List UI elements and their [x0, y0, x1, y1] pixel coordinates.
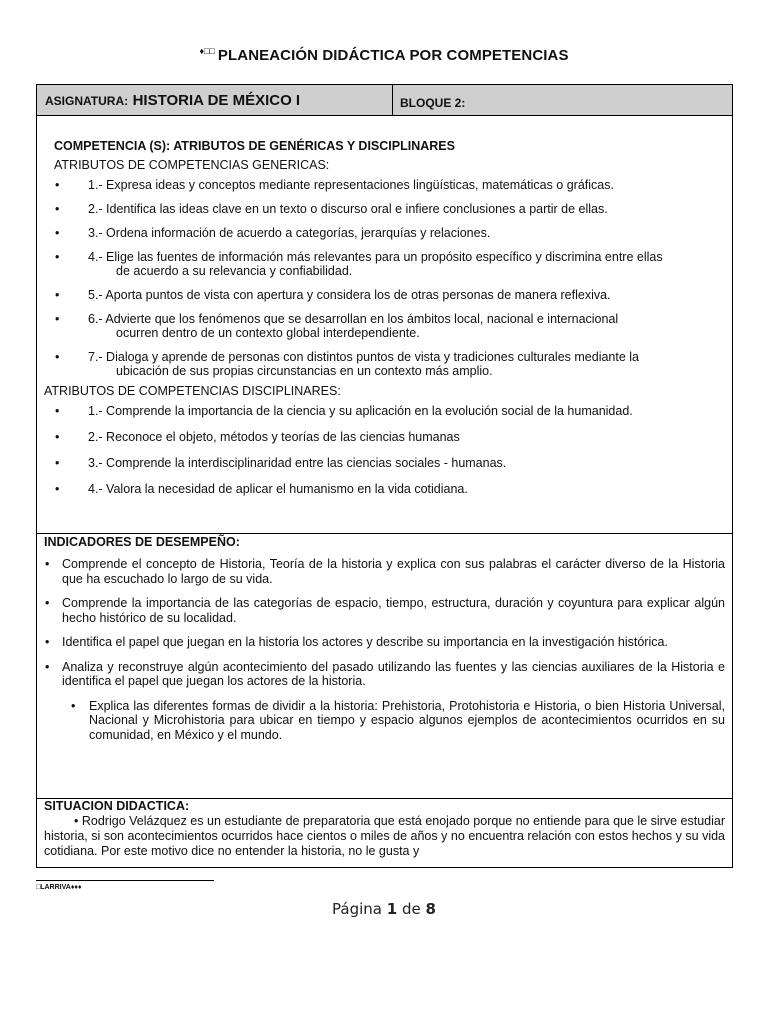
- list-item: • 2.- Reconoce el objeto, métodos y teorías de las ciencias humanas: [37, 430, 732, 444]
- list-item: [37, 250, 732, 278]
- page-of: de: [401, 900, 421, 918]
- page-total: 8: [425, 900, 436, 918]
- asignatura-label: ASIGNATURA:: [45, 94, 129, 108]
- bloque-cell: [393, 85, 732, 115]
- list-item: [37, 312, 732, 340]
- footnote-divider: [36, 880, 214, 881]
- item-text: 7.- Dialoga y aprende de personas con distintos puntos de vista y tradiciones culturales mediante la: [88, 350, 640, 364]
- genericas-heading: ATRIBUTOS DE COMPETENCIAS GENERICAS:: [54, 158, 330, 172]
- item-text: 5.- Aporta puntos de vista con apertura y considera los de otras personas de manera reflexiva.: [88, 288, 611, 302]
- planning-table: [36, 84, 733, 868]
- situacion-text: • Rodrigo Velázquez es un estudiante de preparatoria que está enojado porque no entiende para que le sirve estudiar historia, si son acontecimientos ocurridos hace cientos o miles de años y no encuentra relación con estos hechos y su vida cotidiana. Por este motivo dice no entender la historia, no le gusta y: [44, 814, 725, 858]
- item-text: 2.- Identifica las ideas clave en un texto o discurso oral e infiere conclusiones a partir de ellas.: [88, 202, 608, 216]
- item-text: 4.- Elige las fuentes de información más relevantes para un propósito específico y discrimina entre ellas: [88, 250, 663, 264]
- list-item: • 4.- Valora la necesidad de aplicar el humanismo en la vida cotidiana.: [37, 482, 732, 496]
- indicadores-heading: INDICADORES DE DESEMPEÑO:: [44, 535, 240, 549]
- item-continuation: ocurren dentro de un contexto global interdependiente.: [116, 326, 420, 340]
- item-continuation: ubicación de sus propias circunstancias en un contexto más amplio.: [116, 364, 493, 378]
- situacion-heading: SITUACION DIDACTICA:: [44, 799, 190, 813]
- list-item: [37, 178, 732, 192]
- item-text: 6.- Advierte que los fenómenos que se desarrollan en los ámbitos local, nacional e internacional: [88, 312, 619, 326]
- list-item: [37, 226, 732, 240]
- page-number: [0, 900, 768, 918]
- indicadores-section: [37, 534, 732, 799]
- header-row: [37, 85, 732, 116]
- footnote: □LARRIVA♦♦♦: [36, 884, 82, 891]
- list-item: • Explica las diferentes formas de dividir a la historia: Prehistoria, Protohistoria e Historia, o bien Historia Universal, Nacional y Microhistoria para ubicar en tiempo y espacio algunos ejemplos de acontecimientos ocurridos en su comunidad, en México y el mundo.: [44, 699, 725, 743]
- item-text: 3.- Ordena información de acuerdo a categorías, jerarquías y relaciones.: [88, 226, 491, 240]
- disciplinares-list: [37, 404, 732, 496]
- list-item: • Analiza y reconstruye algún acontecimiento del pasado utilizando las fuentes y las ciencias auxiliares de la Historia e identifica el papel que juegan los actores de la historia.: [44, 660, 725, 689]
- item-continuation: de acuerdo a su relevancia y confiabilidad.: [116, 264, 353, 278]
- item-text: 1.- Expresa ideas y conceptos mediante representaciones lingüísticas, matemáticas o gráficas.: [88, 178, 614, 192]
- list-item: [37, 288, 732, 302]
- list-item: • Comprende el concepto de Historia, Teoría de la historia y explica con sus palabras el carácter diverso de la Historia que ha escuchado lo largo de su vida.: [44, 557, 725, 586]
- asignatura-cell: [37, 85, 393, 115]
- indicadores-list: [44, 557, 725, 742]
- competencias-heading: COMPETENCIA (S): ATRIBUTOS DE GENÉRICAS Y DISCIPLINARES: [54, 139, 455, 153]
- page-current: 1: [386, 900, 398, 918]
- situacion-section: [37, 799, 732, 859]
- list-item: [37, 350, 732, 378]
- list-item: • Comprende la importancia de las categorías de espacio, tiempo, estructura, duración y coyuntura para explicar algún hecho histórico de su localidad.: [44, 596, 725, 625]
- list-item: • 1.- Comprende la importancia de la ciencia y su aplicación en la evolución social de la humanidad.: [37, 404, 732, 418]
- list-item: [37, 202, 732, 216]
- bloque-label: BLOQUE 2:: [400, 96, 466, 110]
- title-text: PLANEACIÓN DIDÁCTICA POR COMPETENCIAS: [217, 47, 569, 64]
- page-word: Página: [332, 900, 382, 918]
- list-item: • Identifica el papel que juegan en la historia los actores y describe su importancia en la investigación histórica.: [44, 635, 725, 650]
- genericas-list: [37, 178, 732, 378]
- disciplinares-heading: ATRIBUTOS DE COMPETENCIAS DISCIPLINARES:: [44, 384, 341, 398]
- asignatura-value: HISTORIA DE MÉXICO I: [132, 92, 301, 109]
- title-symbols: ♦□□: [199, 46, 215, 56]
- competencias-section: [37, 116, 732, 534]
- page-title: [0, 46, 768, 64]
- list-item: • 3.- Comprende la interdisciplinaridad entre las ciencias sociales - humanas.: [37, 456, 732, 470]
